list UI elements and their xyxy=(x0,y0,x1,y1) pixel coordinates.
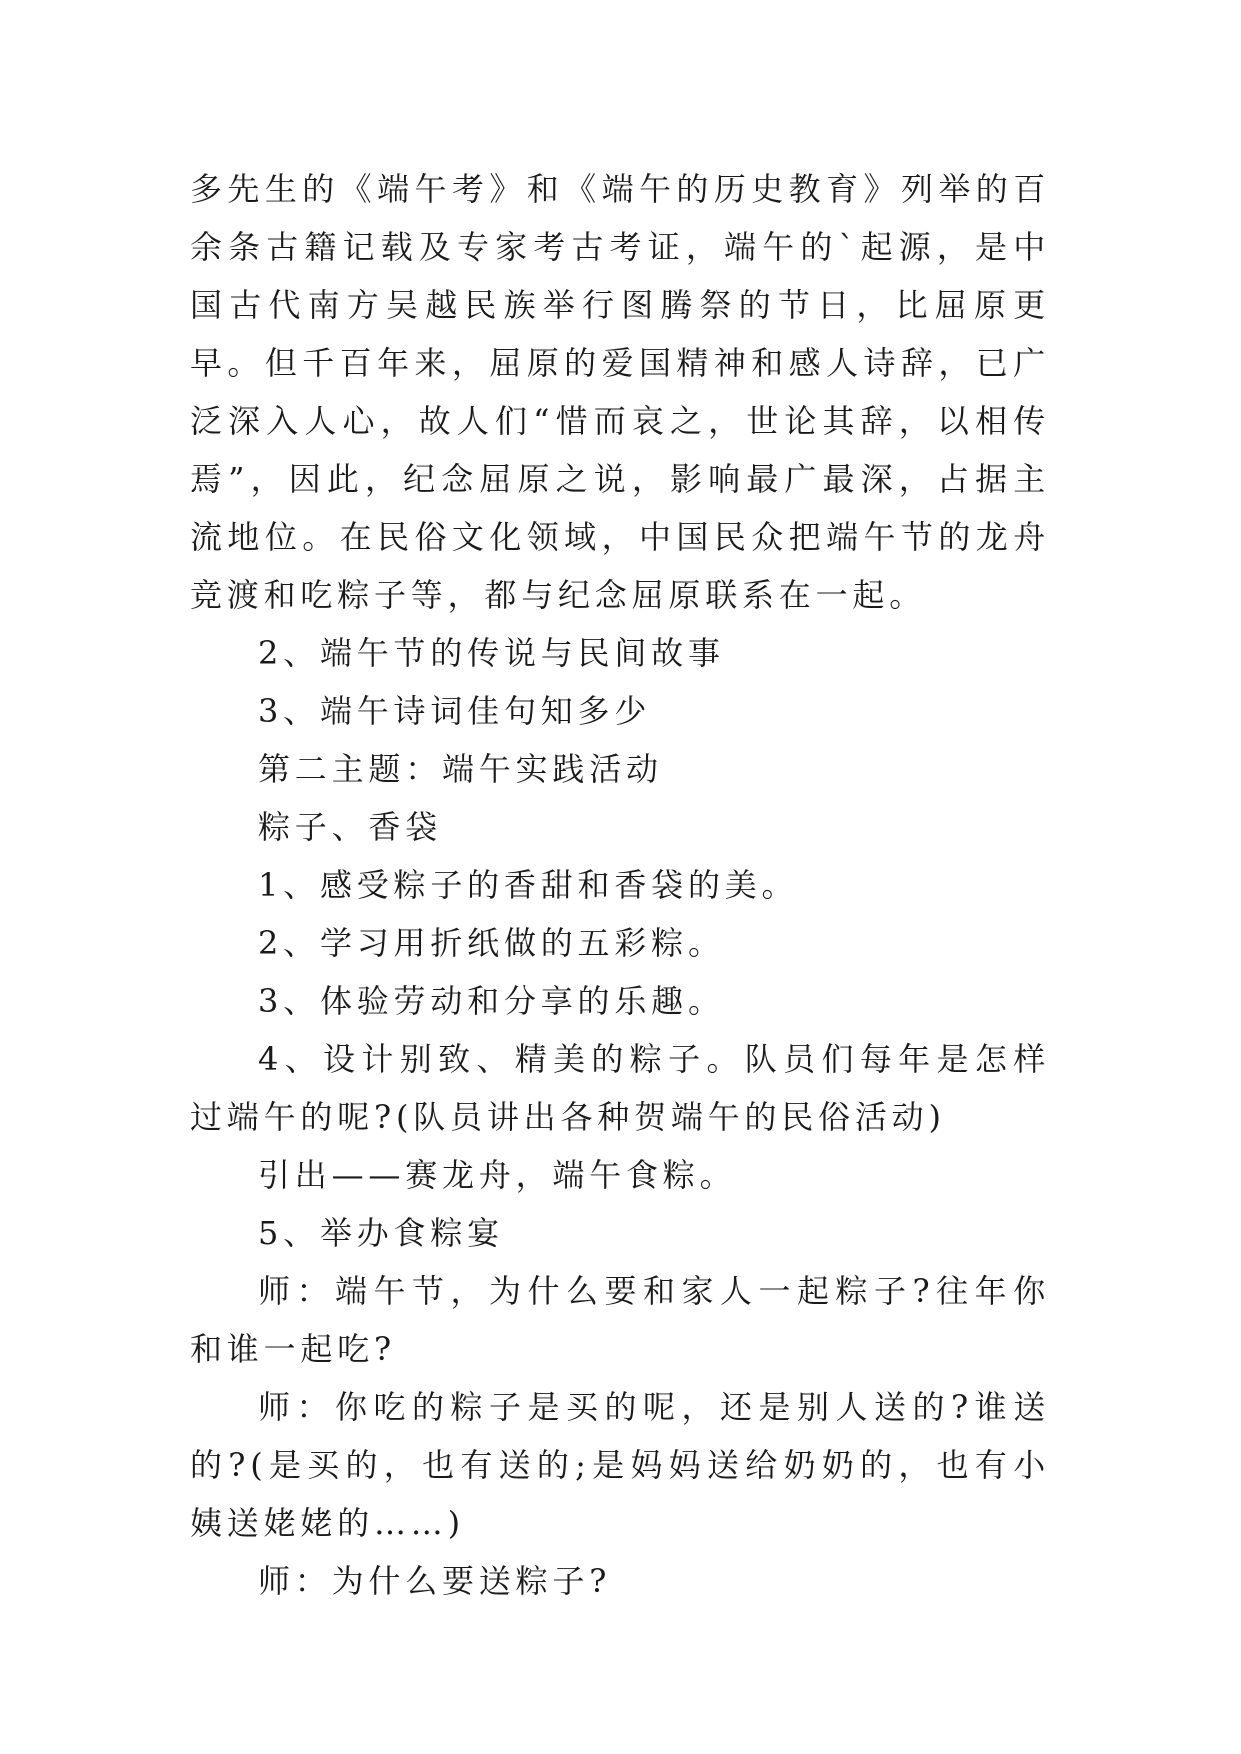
paragraph-item-5: 5、举办食粽宴 xyxy=(258,1214,504,1252)
document-page xyxy=(190,160,1050,1610)
paragraph-item-4: 4、设计别致、精美的粽子。队员们每年是怎样过端午的呢?(队员讲出各种贺端午的民俗活动) xyxy=(190,1040,1050,1136)
paragraph-poems: 3、端午诗词佳句知多少 xyxy=(258,692,652,730)
paragraph-item-1: 1、感受粽子的香甜和香袋的美。 xyxy=(258,866,799,904)
paragraph-teacher-q1: 师：端午节，为什么要和家人一起粽子?往年你和谁一起吃? xyxy=(190,1272,1050,1368)
paragraph-zongzi-sachet: 粽子、香袋 xyxy=(258,808,443,846)
paragraph-lead-out: 引出——赛龙舟，端午食粽。 xyxy=(258,1156,737,1194)
paragraph-item-2: 2、学习用折纸做的五彩粽。 xyxy=(258,924,725,962)
paragraph-teacher-q2: 师：你吃的粽子是买的呢，还是别人送的?谁送的?(是买的，也有送的;是妈妈送给奶奶的，也有小姨送姥姥的……) xyxy=(190,1388,1050,1542)
paragraph-teacher-q3: 师：为什么要送粽子? xyxy=(258,1562,612,1600)
paragraph-item-3: 3、体验劳动和分享的乐趣。 xyxy=(258,982,725,1020)
paragraph-legends: 2、端午节的传说与民间故事 xyxy=(258,634,725,672)
paragraph-theme-two: 第二主题：端午实践活动 xyxy=(258,750,663,788)
paragraph-intro: 多先生的《端午考》和《端午的历史教育》列举的百余条古籍记载及专家考古考证，端午的`起源，是中国古代南方吴越民族举行图腾祭的节日，比屈原更早。但千百年来，屈原的爱国精神和感人诗辞，已广泛深入人心，故人们“惜而哀之，世论其辞，以相传焉”，因此，纪念屈原之说，影响最广最深，占据主流地位。在民俗文化领域，中国民众把端午节的龙舟竞渡和吃粽子等，都与纪念屈原联系在一起。 xyxy=(190,170,1050,614)
